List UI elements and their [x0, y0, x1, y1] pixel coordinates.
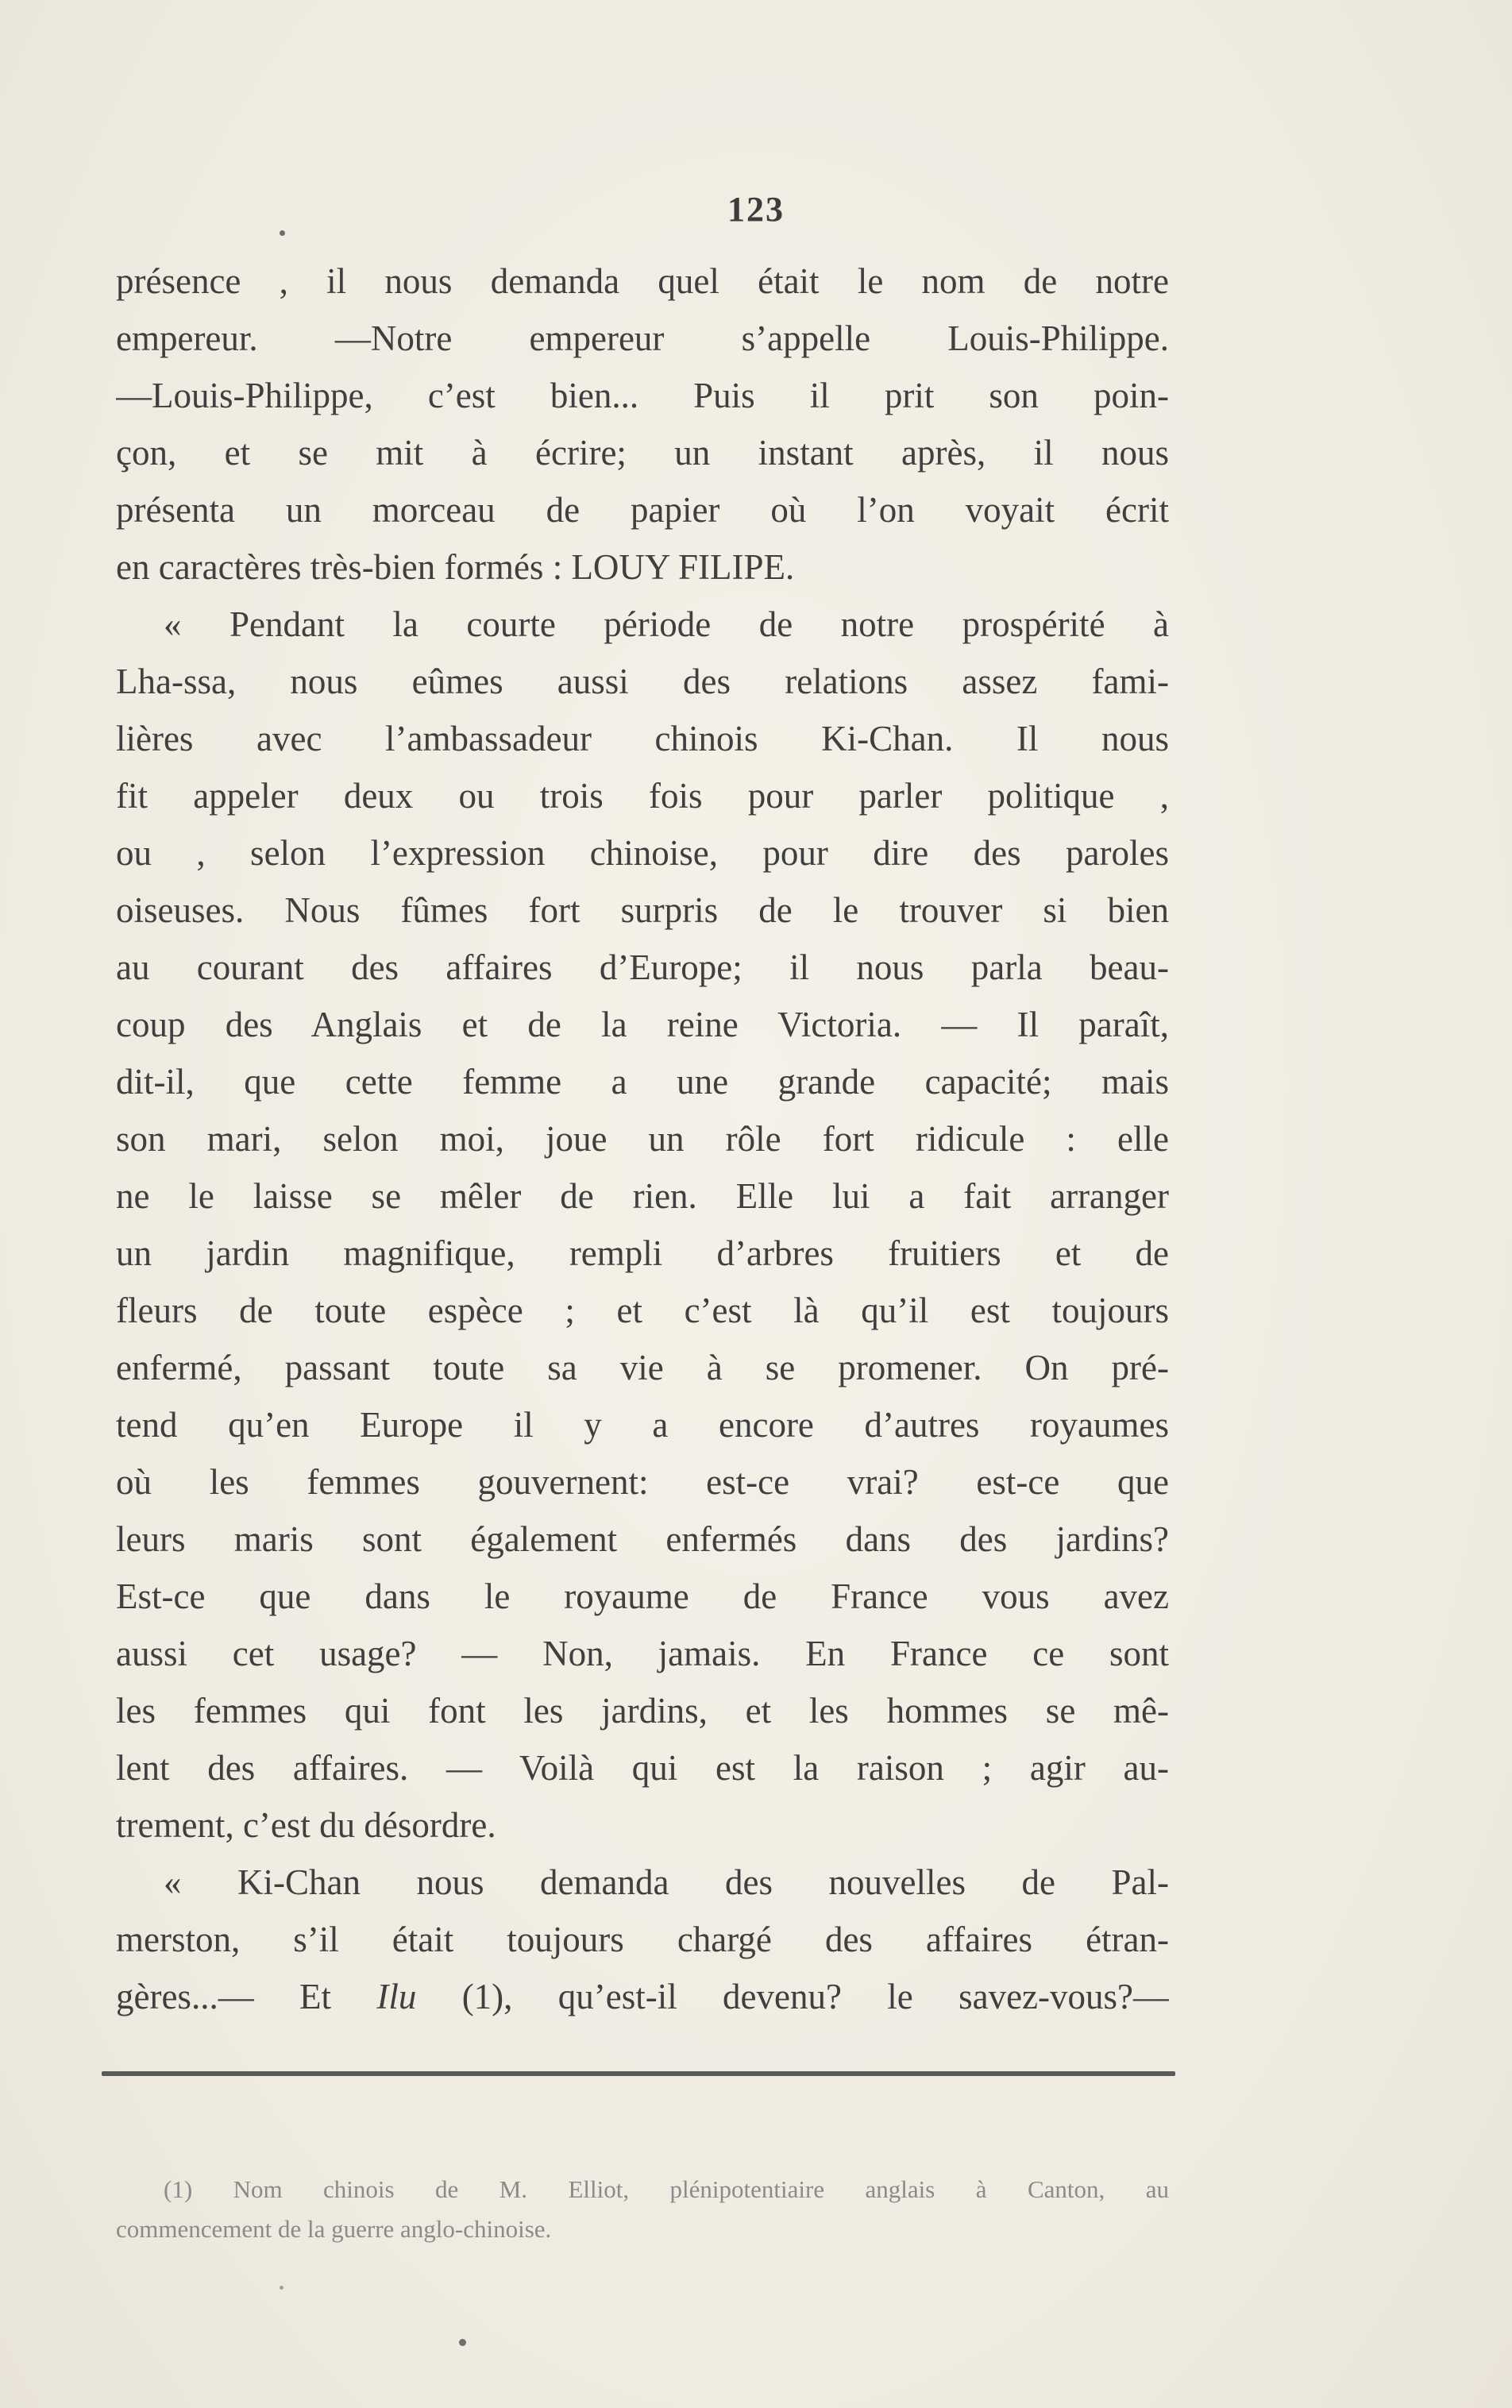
- text-line: fit appeler deux ou trois fois pour parler politique ,: [116, 776, 1169, 816]
- text-fragment: gères...— Et: [116, 1977, 377, 2016]
- text-line: leurs maris sont également enfermés dans des jardins?: [116, 1519, 1169, 1559]
- italic-name: Ilu: [376, 1977, 417, 2016]
- text-line: « Pendant la courte période de notre prospérité à: [164, 604, 1169, 644]
- text-line: lières avec l’ambassadeur chinois Ki-Chan. Il nous: [116, 719, 1169, 758]
- text-line: un jardin magnifique, rempli d’arbres fruitiers et de: [116, 1233, 1169, 1273]
- text-line: aussi cet usage? — Non, jamais. En France ce sont: [116, 1634, 1169, 1673]
- text-line: les femmes qui font les jardins, et les hommes se mê-: [116, 1691, 1169, 1731]
- ink-speck: [459, 2339, 466, 2346]
- text-line: çon, et se mit à écrire; un instant après, il nous: [116, 433, 1169, 473]
- text-line: coup des Anglais et de la reine Victoria. — Il paraît,: [116, 1005, 1169, 1044]
- footnote-line: commencement de la guerre anglo-chinoise.: [116, 2215, 552, 2243]
- text-line: oiseuses. Nous fûmes fort surpris de le trouver si bien: [116, 890, 1169, 930]
- text-line: enfermé, passant toute sa vie à se promener. On pré-: [116, 1348, 1169, 1387]
- text-line: Lha-ssa, nous eûmes aussi des relations assez fami-: [116, 662, 1169, 701]
- text-line: son mari, selon moi, joue un rôle fort ridicule : elle: [116, 1119, 1169, 1159]
- text-line: —Louis-Philippe, c’est bien... Puis il prit son poin-: [116, 376, 1169, 415]
- ink-speck: [280, 2286, 284, 2290]
- text-line: « Ki-Chan nous demanda des nouvelles de Pal-: [164, 1862, 1169, 1902]
- text-line: ou , selon l’expression chinoise, pour dire des paroles: [116, 833, 1169, 873]
- text-line: tend qu’en Europe il y a encore d’autres royaumes: [116, 1405, 1169, 1445]
- footnote: [116, 2170, 1169, 2249]
- ink-speck: [280, 230, 285, 236]
- text-line: où les femmes gouvernent: est-ce vrai? est-ce que: [116, 1462, 1169, 1502]
- text-line: dit-il, que cette femme a une grande capacité; mais: [116, 1062, 1169, 1102]
- text-fragment: (1), qu’est-il devenu? le savez-vous?—: [416, 1977, 1169, 2016]
- body-text: [116, 253, 1169, 2025]
- text-line: en caractères très-bien formés : LOUY FILIPE.: [116, 547, 795, 587]
- text-line: fleurs de toute espèce ; et c’est là qu’il est toujours: [116, 1291, 1169, 1330]
- text-line: au courant des affaires d’Europe; il nous parla beau-: [116, 947, 1169, 987]
- text-line: lent des affaires. — Voilà qui est la raison ; agir au-: [116, 1748, 1169, 1788]
- text-line: présenta un morceau de papier où l’on voyait écrit: [116, 490, 1169, 530]
- text-line: [116, 1968, 1169, 2025]
- text-line: ne le laisse se mêler de rien. Elle lui a fait arranger: [116, 1176, 1169, 1216]
- footnote-rule: [102, 2071, 1175, 2076]
- footnote-line: (1) Nom chinois de M. Elliot, plénipotentiaire anglais à Canton, au: [164, 2175, 1169, 2203]
- text-line: Est-ce que dans le royaume de France vous avez: [116, 1576, 1169, 1616]
- text-line: trement, c’est du désordre.: [116, 1805, 496, 1845]
- text-line: présence , il nous demanda quel était le nom de notre: [116, 261, 1169, 301]
- text-line: merston, s’il était toujours chargé des affaires étran-: [116, 1920, 1169, 1959]
- page-number: 123: [727, 190, 785, 229]
- text-line: empereur. —Notre empereur s’appelle Louis-Philippe.: [116, 318, 1169, 358]
